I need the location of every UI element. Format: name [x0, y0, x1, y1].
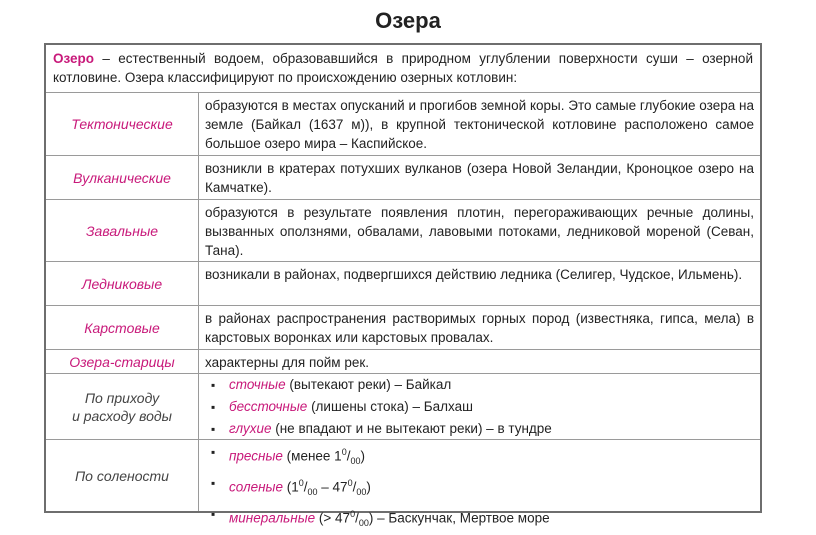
intro-text: [46, 45, 760, 87]
list-item: ▪ пресные (менее $1^0/_{00}$): [205, 441, 754, 472]
row-description: [199, 440, 760, 529]
list-text: – 47: [317, 479, 348, 495]
bullet-icon: ▪: [211, 476, 216, 491]
row-label: Озера-старицы: [46, 350, 199, 373]
list-item: [205, 418, 754, 440]
intro-row: [46, 45, 760, 93]
permille-sub: 00: [350, 456, 361, 467]
page-title: Озера: [375, 8, 441, 33]
row-description: образуются в результате появления плотин, перегораживающих речные долины, вызванных оползнями, обвалами, лавовыми потоками, ледниковой мореной (Севан, Тана).: [205, 205, 754, 258]
permille-sup: 0: [347, 478, 353, 489]
list-term: соленые: [229, 479, 283, 495]
bullet-icon: ▪: [211, 422, 216, 436]
table-row-tectonic: [46, 93, 760, 156]
table-row-glacial: [46, 262, 760, 306]
bullet-icon: ▪: [211, 507, 216, 522]
list-text: (> 47: [315, 510, 351, 526]
row-description: возникли в кратерах потухших вулканов (озера Новой Зеландии, Кроноцкое озеро на Камчатке).: [205, 161, 754, 195]
bullet-icon: ▪: [211, 445, 216, 459]
row-label: Тектонические: [46, 93, 199, 155]
table-row-salinity: [46, 440, 760, 529]
list-text: ): [366, 479, 371, 495]
row-label: Ледниковые: [46, 262, 199, 305]
list-item: [205, 374, 754, 396]
permille-sup: 0: [350, 509, 356, 520]
label-line: и расходу воды: [72, 407, 172, 424]
row-label: Вулканические: [46, 156, 199, 199]
table-row-oxbow: [46, 350, 760, 374]
list-text: (не впадают и не вытекают реки) – в тундре: [271, 421, 552, 436]
permille-sup: 0: [298, 478, 304, 489]
row-description: образуются в местах опусканий и прогибов земной коры. Это самые глубокие озера на земле (Байкал (1637 м)), в крупной тектонической котловине расположено самое большое озеро мира – Каспийское.: [205, 98, 754, 151]
intro-term: Озеро: [53, 51, 95, 66]
permille-sub: 00: [307, 487, 318, 498]
lakes-table: [44, 43, 762, 529]
row-description: характерны для пойм рек.: [205, 355, 370, 370]
permille-sub: 00: [358, 518, 369, 529]
list-text: ): [360, 448, 365, 464]
list-text: ) – Баскунчак, Мертвое море: [368, 510, 550, 526]
label-line: По приходу: [84, 389, 160, 406]
list-item: ▪ соленые $(1^0/_{00} - 47^0/_{00})$: [205, 472, 754, 503]
salinity-list: [205, 441, 754, 535]
list-term: пресные: [229, 448, 283, 464]
row-description: возникали в районах, подвергшихся действию ледника (Селигер, Чудское, Ильмень).: [205, 267, 743, 282]
list-term: бессточные: [229, 399, 308, 414]
permille-sub: 00: [356, 487, 367, 498]
intro-definition: – естественный водоем, образовавшийся в природном углублении поверхности суши – озерной котловине. Озера классифицируют по происхождению озерных котловин:: [53, 51, 753, 85]
list-term: минеральные: [229, 510, 316, 526]
bullet-icon: ▪: [211, 378, 216, 392]
row-label: Карстовые: [46, 306, 199, 349]
list-item: [205, 396, 754, 418]
table-row-karst: [46, 306, 760, 350]
row-description: [199, 374, 760, 439]
table-row-inflow: [46, 374, 760, 440]
list-item: ▪ минеральные (> $47^0/_{00}$) – Баскунчак, Мертвое море: [205, 503, 754, 534]
row-label: [46, 374, 199, 439]
permille-sup: 0: [341, 447, 347, 457]
row-description: в районах распространения растворимых горных пород (известняка, гипса, мела) в карстовых воронках или карстовых провалах.: [205, 311, 754, 345]
list-text: (вытекают реки) – Байкал: [285, 377, 452, 392]
list-text: (лишены стока) – Балхаш: [307, 399, 473, 414]
list-term: глухие: [229, 421, 272, 436]
table-row-volcanic: [46, 156, 760, 200]
list-text: (менее 1: [282, 448, 342, 464]
row-label: По солености: [46, 440, 199, 511]
list-term: сточные: [229, 377, 286, 392]
row-label: Завальные: [46, 200, 199, 261]
bullet-icon: ▪: [211, 400, 216, 414]
list-text: (1: [282, 479, 299, 495]
table-row-dammed: [46, 200, 760, 262]
inflow-list: [205, 374, 754, 440]
